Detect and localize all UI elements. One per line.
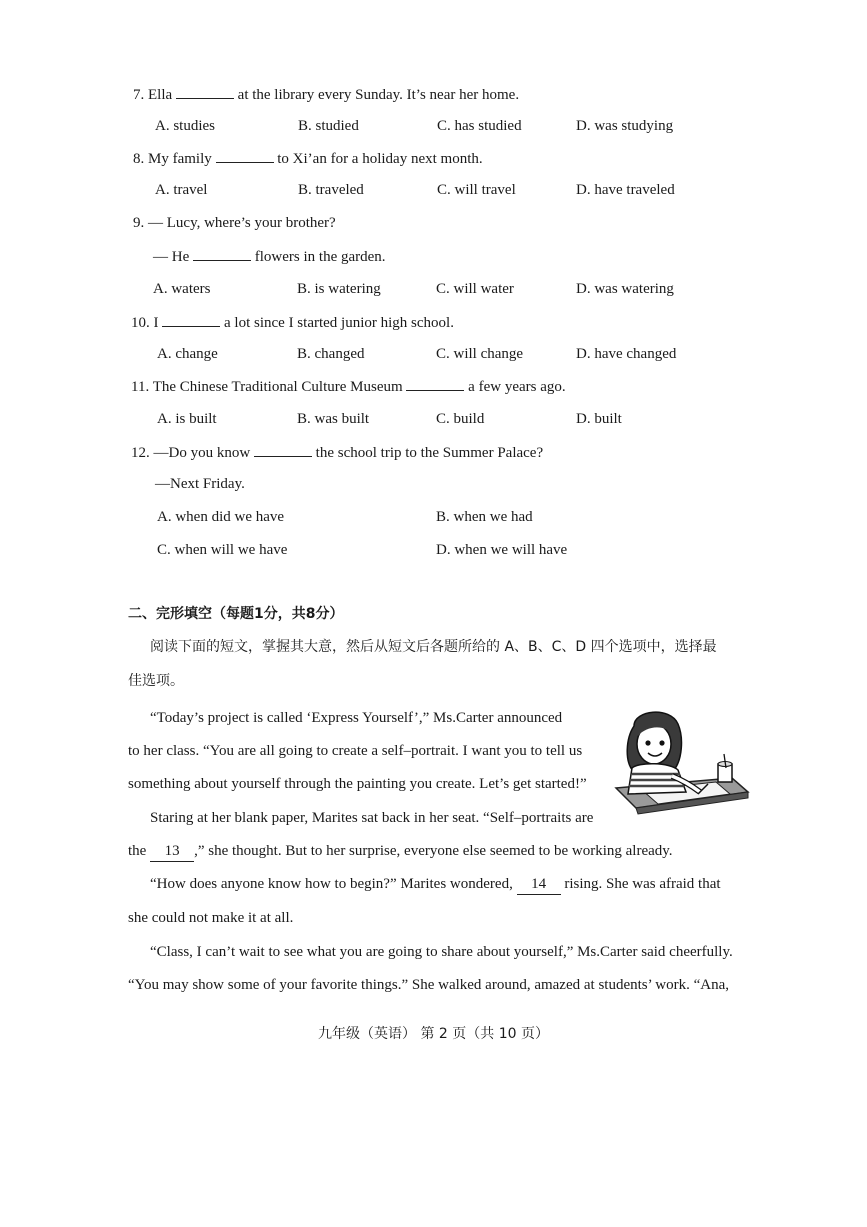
passage-text: ,” she thought. But to her surprise, everyone else seemed to be working already.	[194, 843, 673, 859]
girl-painting-illustration	[612, 708, 750, 820]
option-c[interactable]: C. will travel	[437, 182, 516, 198]
passage-line: “You may show some of your favorite things.” She walked around, amazed at students’ work. “Ana,	[128, 977, 729, 993]
answer-blank[interactable]	[406, 376, 464, 391]
question-9-response	[153, 246, 386, 267]
question-8	[133, 148, 483, 169]
option-a[interactable]: A. studies	[155, 118, 215, 134]
question-text: at the library every Sunday. It’s near her home.	[237, 87, 520, 103]
passage-text: rising. She was afraid that	[564, 876, 721, 892]
option-b[interactable]: B. when we had	[436, 509, 533, 525]
passage-line: Staring at her blank paper, Marites sat back in her seat. “Self–portraits are	[150, 810, 594, 826]
option-d[interactable]: D. have changed	[576, 346, 677, 362]
option-d[interactable]: D. was studying	[576, 118, 674, 134]
cloze-blank-14[interactable]: 14	[517, 874, 561, 895]
passage-line-13	[128, 841, 673, 862]
question-number: 12.	[131, 445, 150, 461]
passage-text: “How does anyone know how to begin?” Marites wondered,	[150, 876, 513, 892]
question-text: flowers in the garden.	[254, 249, 386, 265]
option-c[interactable]: C. when will we have	[157, 542, 288, 558]
option-b[interactable]: B. studied	[298, 118, 359, 134]
question-text: a lot since I started junior high school.	[224, 315, 454, 331]
option-b[interactable]: B. changed	[297, 346, 365, 362]
question-text: — He	[153, 249, 190, 265]
question-text: the school trip to the Summer Palace?	[315, 445, 544, 461]
option-d[interactable]: D. was watering	[576, 281, 674, 297]
option-c[interactable]: C. build	[436, 411, 485, 427]
question-text: Ella	[148, 87, 173, 103]
question-12-response: —Next Friday.	[155, 476, 245, 492]
question-number: 11.	[131, 379, 150, 395]
page-footer: 九年级（英语） 第 2 页（共 10 页）	[318, 1026, 549, 1042]
option-a[interactable]: A. is built	[157, 411, 217, 427]
question-7	[133, 84, 519, 105]
answer-blank[interactable]	[254, 442, 312, 457]
option-a[interactable]: A. travel	[155, 182, 208, 198]
question-text: I	[153, 315, 159, 331]
answer-blank[interactable]	[162, 312, 220, 327]
question-9	[133, 213, 336, 233]
passage-line-14	[150, 874, 721, 895]
answer-blank[interactable]	[216, 148, 274, 163]
question-10	[131, 312, 454, 333]
section-instruction-cont: 佳选项。	[128, 673, 184, 689]
question-number: 7.	[133, 87, 145, 103]
option-b[interactable]: B. is watering	[297, 281, 381, 297]
option-a[interactable]: A. when did we have	[157, 509, 285, 525]
option-d[interactable]: D. have traveled	[576, 182, 675, 198]
answer-blank[interactable]	[193, 246, 251, 261]
option-b[interactable]: B. traveled	[298, 182, 364, 198]
passage-line: something about yourself through the painting you create. Let’s get started!”	[128, 776, 587, 792]
section-instruction: 阅读下面的短文，掌握其大意，然后从短文后各题所给的 A、B、C、D 四个选项中，选择最	[150, 639, 717, 655]
option-a[interactable]: A. waters	[153, 281, 211, 297]
option-c[interactable]: C. will water	[436, 281, 514, 297]
passage-line: she could not make it at all.	[128, 910, 294, 926]
question-text: —Do you know	[153, 445, 251, 461]
option-a[interactable]: A. change	[157, 346, 218, 362]
passage-line: “Class, I can’t wait to see what you are going to share about yourself,” Ms.Carter said cheerfully.	[150, 944, 733, 960]
passage-line: to her class. “You are all going to create a self–portrait. I want you to tell us	[128, 743, 583, 759]
question-number: 10.	[131, 315, 150, 331]
cloze-blank-13[interactable]: 13	[150, 841, 194, 862]
question-12	[131, 442, 543, 463]
question-text: — Lucy, where’s your brother?	[148, 215, 336, 231]
option-b[interactable]: B. was built	[297, 411, 370, 427]
section-heading: 二、完形填空（每题1分，共8分）	[128, 606, 344, 622]
answer-blank[interactable]	[176, 84, 234, 99]
question-text: to Xi’an for a holiday next month.	[277, 151, 483, 167]
option-c[interactable]: C. will change	[436, 346, 524, 362]
question-number: 8.	[133, 151, 145, 167]
passage-line: “Today’s project is called ‘Express Yourself’,” Ms.Carter announced	[150, 710, 563, 726]
question-number: 9.	[133, 215, 145, 231]
question-text: My family	[148, 151, 212, 167]
question-11	[131, 376, 566, 397]
option-d[interactable]: D. when we will have	[436, 542, 568, 558]
option-c[interactable]: C. has studied	[437, 118, 522, 134]
question-text: The Chinese Traditional Culture Museum	[152, 379, 403, 395]
passage-text: the	[128, 843, 147, 859]
question-text: a few years ago.	[468, 379, 566, 395]
option-d[interactable]: D. built	[576, 411, 622, 427]
